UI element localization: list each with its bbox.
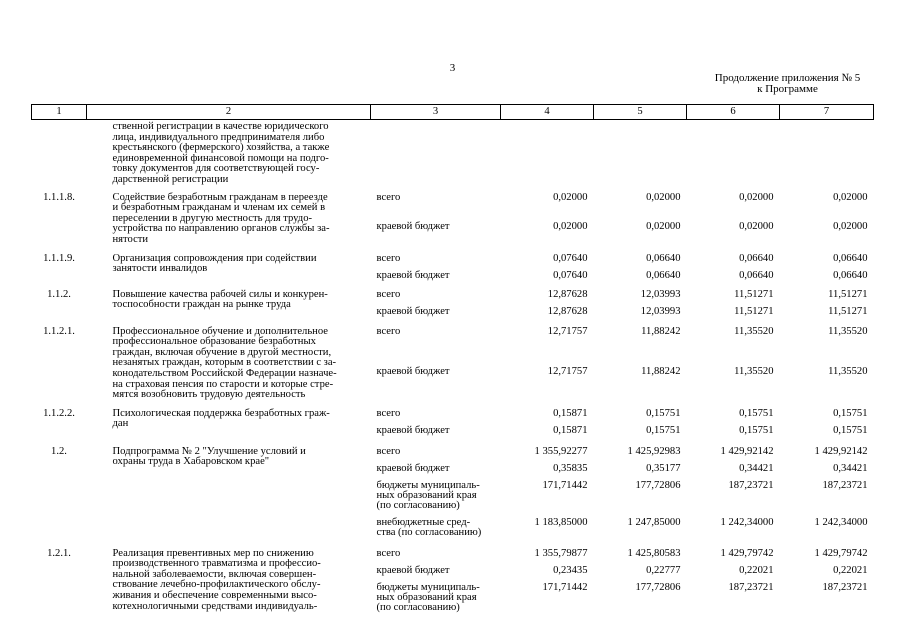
table-row [32, 246, 874, 267]
value-col-7 [780, 120, 874, 186]
funding-source: всего [376, 325, 401, 337]
funding-source: всего [376, 252, 401, 264]
value-col-5: 0,02000 [646, 191, 681, 203]
table-row [32, 401, 874, 422]
continuation-note [690, 73, 885, 95]
funding-source: всего [376, 445, 401, 457]
row-description-text: ственной регистрации в качестве юридического лица, индивидуального предпринимателя либо крестьянского (фермерского) хозяйства, а также единовременной финансовой помощи на подго- товку документов для соответствующей госу- дарственной регистрации [112, 121, 330, 185]
value-col-5 [594, 120, 687, 186]
value-col-7: 1 429,92142 [814, 445, 868, 457]
value-col-7: 11,35520 [828, 325, 868, 337]
value-col-7: 187,23721 [822, 479, 868, 491]
value-col-4: 1 183,85000 [534, 516, 588, 528]
value-col-5: 0,06640 [646, 252, 681, 264]
row-id: 1.1.2. [47, 288, 71, 300]
value-col-7: 11,51271 [828, 288, 868, 300]
row-description [87, 320, 371, 401]
header-col-3: 3 [371, 105, 501, 120]
value-col-6: 187,23721 [728, 581, 774, 593]
value-col-7: 0,15751 [833, 424, 868, 436]
value-col-4: 1 355,92277 [534, 445, 588, 457]
value-col-4: 171,71442 [542, 581, 588, 593]
funding-source: всего [376, 191, 401, 203]
row-description-text: Подпрограмма № 2 "Улучшение условий и охраны труда в Хабаровском крае" [112, 445, 306, 468]
value-col-5: 0,15751 [646, 424, 681, 436]
value-col-7: 0,15751 [833, 407, 868, 419]
funding-source: краевой бюджет [376, 220, 450, 232]
value-col-5: 0,02000 [646, 220, 681, 232]
value-col-4: 0,15871 [553, 407, 588, 419]
row-description [87, 246, 371, 284]
value-col-6: 0,15751 [739, 407, 774, 419]
continuation-line-1: Продолжение приложения № 5 [714, 72, 861, 84]
value-col-4: 0,15871 [553, 424, 588, 436]
value-col-4: 12,71757 [547, 325, 588, 337]
value-col-7: 11,51271 [828, 305, 868, 317]
row-id: 1.1.1.8. [43, 191, 75, 203]
value-col-6: 11,51271 [734, 305, 774, 317]
value-col-6: 1 242,34000 [720, 516, 774, 528]
page-number: 3 [449, 62, 456, 74]
row-description [87, 439, 371, 541]
value-col-4: 0,23435 [553, 564, 588, 576]
value-col-4: 0,02000 [553, 220, 588, 232]
value-col-4 [501, 120, 594, 186]
value-col-6: 0,34421 [739, 462, 774, 474]
value-col-4: 0,02000 [553, 191, 588, 203]
row-id: 1.2.1. [47, 547, 71, 559]
value-col-6: 0,15751 [739, 424, 774, 436]
funding-source: бюджеты муниципаль- ных образований края (по согласованию) [376, 581, 480, 613]
value-col-5: 177,72806 [635, 479, 681, 491]
row-id: 1.1.2.1. [43, 325, 75, 337]
value-col-4: 171,71442 [542, 479, 588, 491]
budget-table [31, 104, 874, 616]
value-col-5: 12,03993 [640, 288, 681, 300]
value-col-5: 1 425,80583 [627, 547, 681, 559]
table-row [32, 284, 874, 303]
row-description-text: Психологическая поддержка безработных граж- дан [112, 407, 330, 430]
value-col-5: 1 247,85000 [627, 516, 681, 528]
value-col-4: 0,07640 [553, 269, 588, 281]
row-id: 1.1.1.9. [43, 252, 75, 264]
table-row [32, 186, 874, 218]
row-description [87, 541, 371, 616]
row-id: 1.1.2.2. [43, 407, 75, 419]
value-col-6: 1 429,79742 [720, 547, 774, 559]
value-col-5: 0,06640 [646, 269, 681, 281]
value-col-4: 12,71757 [547, 366, 588, 378]
header-col-2: 2 [87, 105, 371, 120]
value-col-4: 1 355,79877 [534, 547, 588, 559]
value-col-7: 0,02000 [833, 220, 868, 232]
header-col-4: 4 [501, 105, 594, 120]
value-col-5: 177,72806 [635, 581, 681, 593]
funding-source: краевой бюджет [376, 366, 450, 378]
continuation-line-2: к Программе [757, 83, 818, 95]
table-row [32, 439, 874, 460]
value-col-6: 0,02000 [739, 220, 774, 232]
value-col-6: 0,06640 [739, 252, 774, 264]
funding-source [371, 120, 501, 186]
row-id: 1.2. [51, 445, 67, 457]
value-col-5: 0,15751 [646, 407, 681, 419]
funding-source: краевой бюджет [376, 462, 450, 474]
funding-source: всего [376, 407, 401, 419]
value-col-7: 187,23721 [822, 581, 868, 593]
funding-source: краевой бюджет [376, 305, 450, 317]
value-col-5: 0,22777 [646, 564, 681, 576]
value-col-6: 11,35520 [734, 366, 774, 378]
funding-source: краевой бюджет [376, 424, 450, 436]
value-col-7: 0,06640 [833, 252, 868, 264]
header-row [32, 105, 874, 120]
value-col-6: 0,02000 [739, 191, 774, 203]
value-col-4: 0,35835 [553, 462, 588, 474]
value-col-6: 1 429,92142 [720, 445, 774, 457]
value-col-5: 11,88242 [641, 366, 681, 378]
funding-source: внебюджетные сред- ства (по согласованию) [376, 516, 482, 538]
value-col-7: 0,02000 [833, 191, 868, 203]
value-col-7: 0,34421 [833, 462, 868, 474]
row-description [87, 284, 371, 320]
row-description [87, 401, 371, 439]
row-description-text: Профессиональное обучение и дополнительное профессиональное образование безработных граждан, включая обучение в другой местности, незанятых граждан, которым в соответствии с за- конодательством Российской Федерации назначе- на страховая пенсия по старости и которые стре- мятся возобновить трудовую деятельность [112, 325, 337, 401]
header-col-5: 5 [594, 105, 687, 120]
funding-source: краевой бюджет [376, 564, 450, 576]
value-col-7: 0,22021 [833, 564, 868, 576]
row-description-text: Повышение качества рабочей силы и конкурен- тоспособности граждан на рынке труда [112, 288, 328, 311]
value-col-4: 12,87628 [547, 288, 588, 300]
row-description-text: Содействие безработным гражданам в переезде и безработным гражданам и членам их семей в переселении в другую местность для трудо- устройства по направлению органов службы за- нятости [112, 191, 330, 245]
funding-source: краевой бюджет [376, 269, 450, 281]
value-col-5: 11,88242 [641, 325, 681, 337]
value-col-5: 1 425,92983 [627, 445, 681, 457]
value-col-6: 11,35520 [734, 325, 774, 337]
table-row [32, 120, 874, 186]
value-col-7: 0,06640 [833, 269, 868, 281]
value-col-6: 0,06640 [739, 269, 774, 281]
table-row [32, 320, 874, 364]
value-col-4: 0,07640 [553, 252, 588, 264]
header-col-6: 6 [687, 105, 780, 120]
row-description-text: Организация сопровождения при содействии занятости инвалидов [112, 252, 317, 275]
value-col-6: 187,23721 [728, 479, 774, 491]
funding-source: всего [376, 288, 401, 300]
row-description-text: Реализация превентивных мер по снижению производственного травматизма и профессио- нальной заболеваемости, включая совершен- ствование лечебно-профилактического обслу- живания и обеспечение современными высо- котехнологичными средствами индивидуаль- [112, 547, 321, 612]
value-col-7: 1 242,34000 [814, 516, 868, 528]
header-col-1: 1 [32, 105, 87, 120]
row-description [87, 186, 371, 246]
row-description [87, 120, 371, 186]
value-col-4: 12,87628 [547, 305, 588, 317]
value-col-7: 1 429,79742 [814, 547, 868, 559]
value-col-5: 12,03993 [640, 305, 681, 317]
header-col-7: 7 [780, 105, 874, 120]
funding-source: всего [376, 547, 401, 559]
value-col-6: 11,51271 [734, 288, 774, 300]
value-col-5: 0,35177 [646, 462, 681, 474]
row-id [32, 120, 87, 186]
table-row [32, 541, 874, 562]
value-col-6 [687, 120, 780, 186]
value-col-6: 0,22021 [739, 564, 774, 576]
funding-source: бюджеты муниципаль- ных образований края (по согласованию) [376, 479, 480, 511]
value-col-7: 11,35520 [828, 366, 868, 378]
